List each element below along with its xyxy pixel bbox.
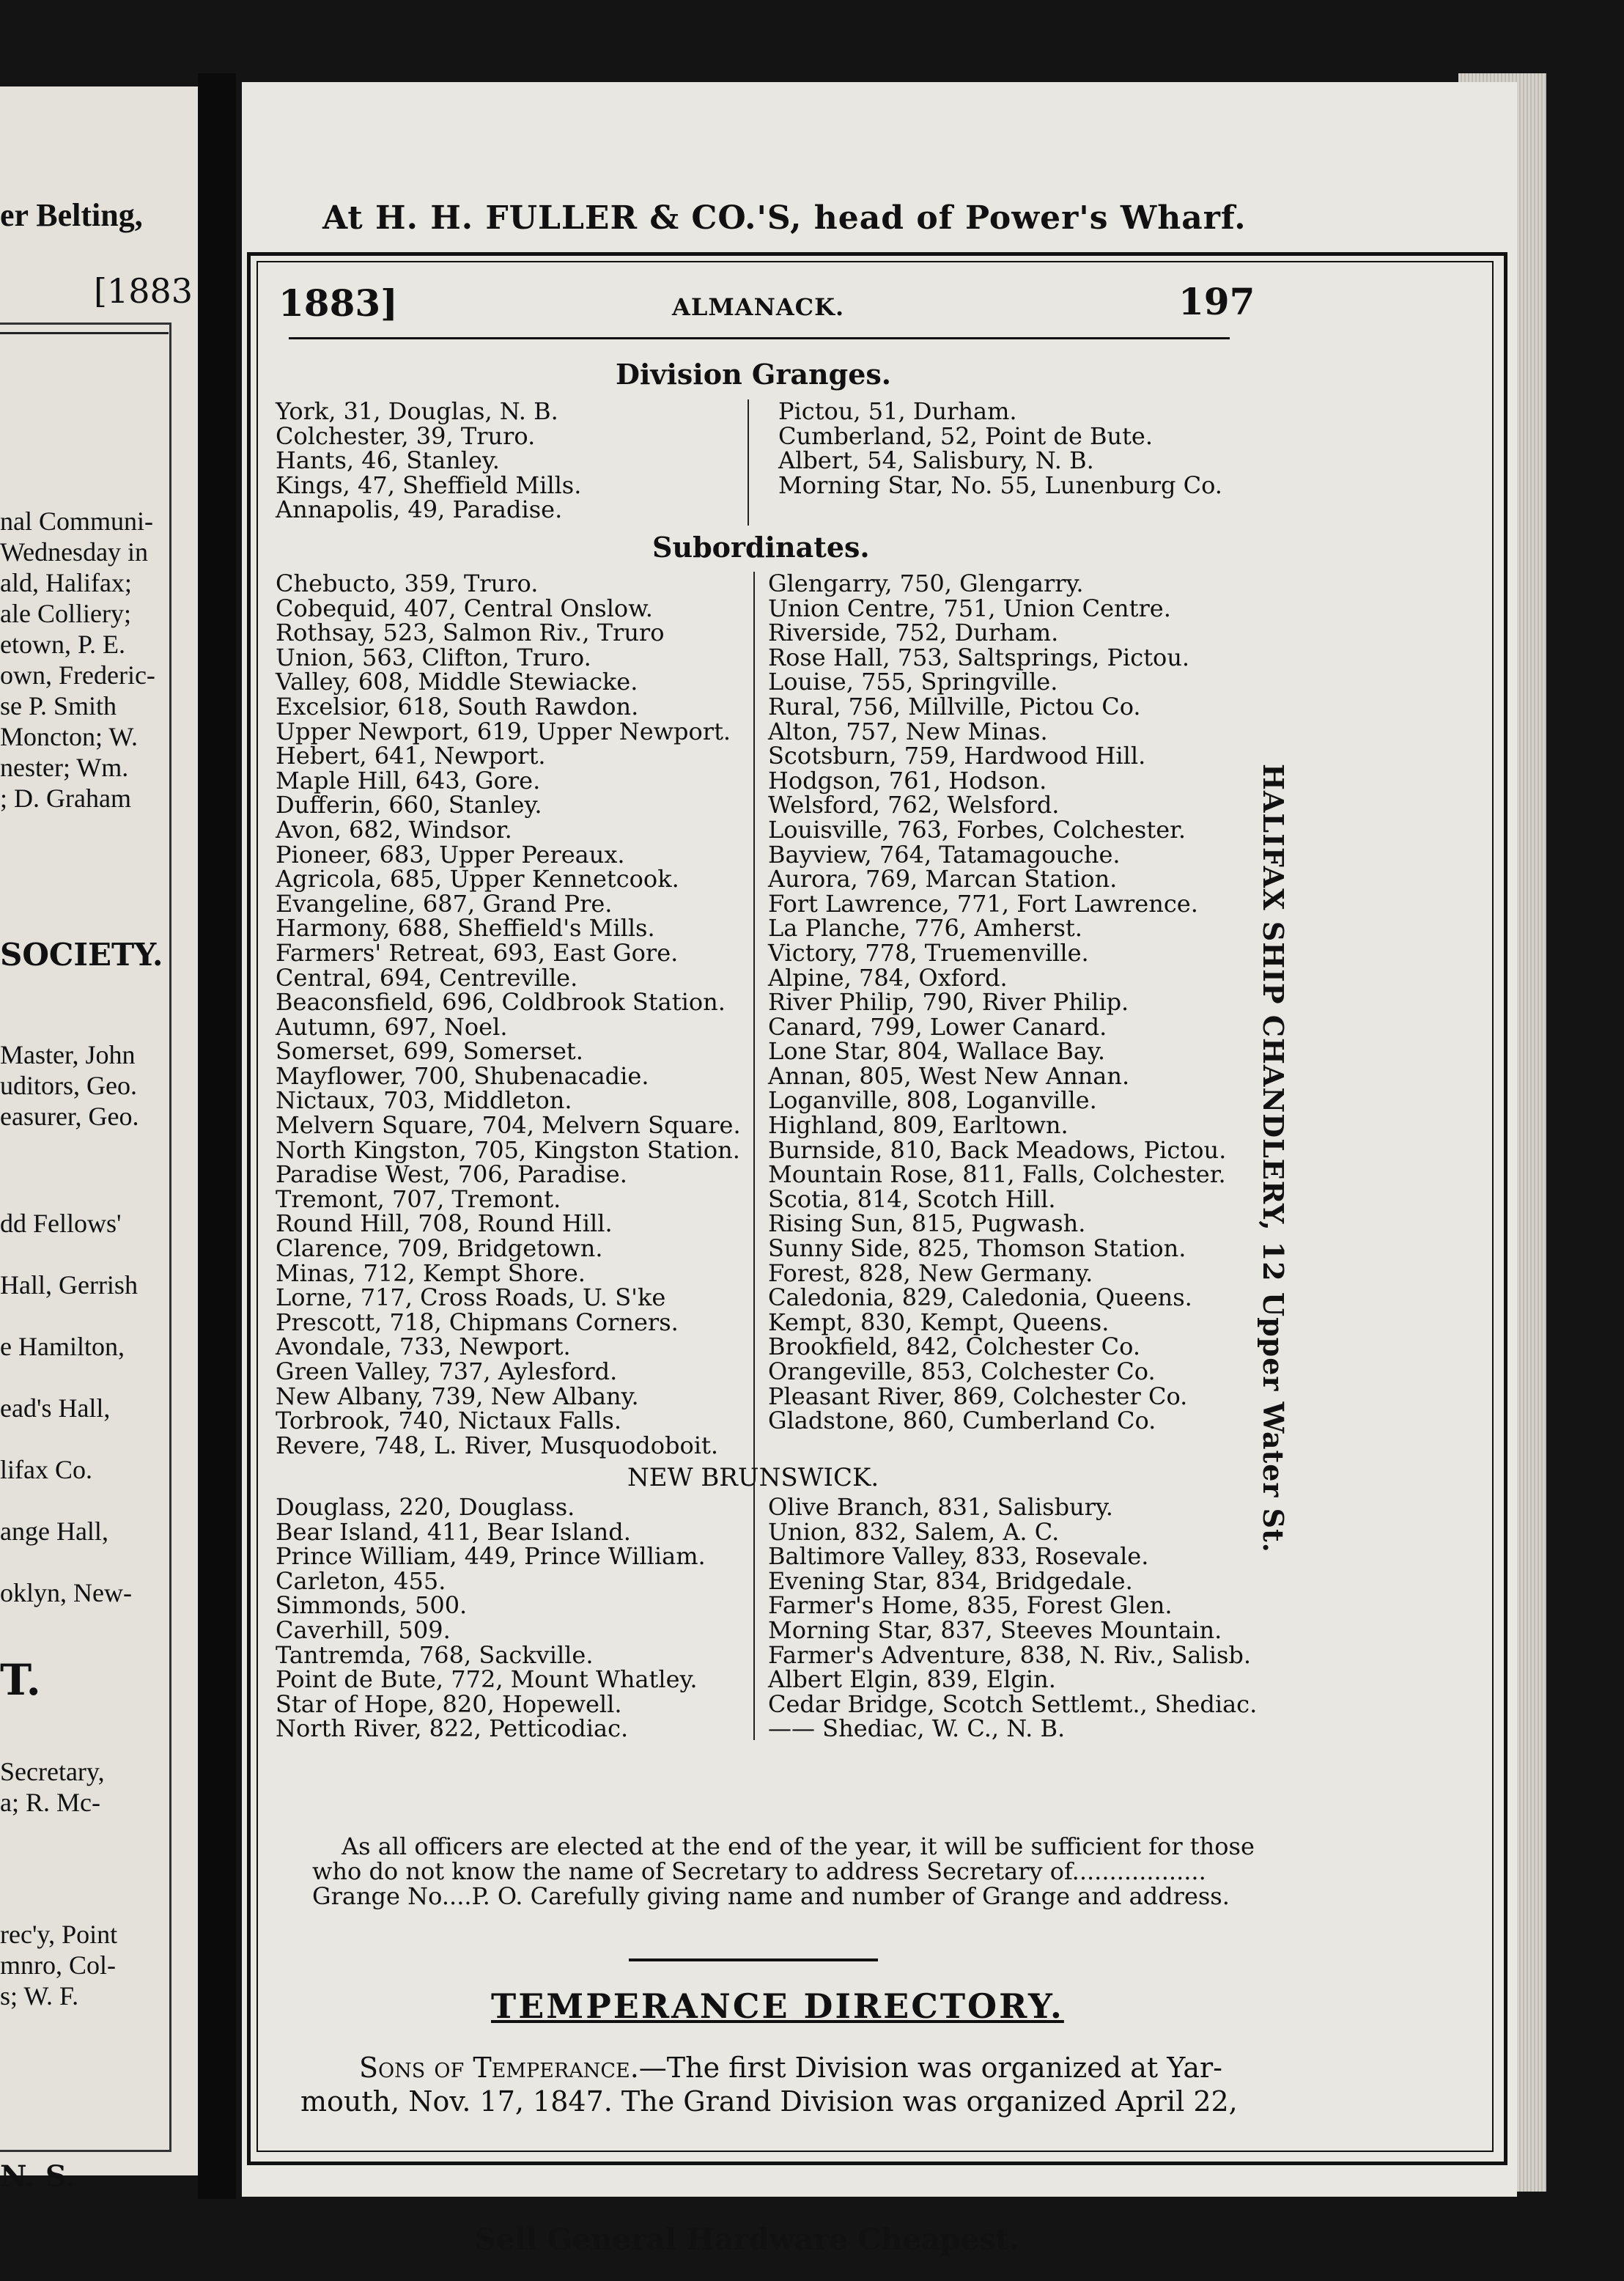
sons-of-temperance-lead: Sons of Temperance.	[359, 2052, 639, 2084]
nb-entry: Simmonds, 500.	[276, 1591, 468, 1620]
left-page-line: etown, P. E.	[0, 630, 125, 659]
subordinate-entry: Central, 694, Centreville.	[276, 963, 578, 992]
left-page-line: ; D. Graham	[0, 784, 131, 813]
left-page-line: ald, Halifax;	[0, 568, 132, 597]
nb-entry: Union, 832, Salem, A. C.	[768, 1517, 1060, 1546]
section-rule	[629, 1958, 878, 1961]
left-page-line: Secretary,	[0, 1757, 105, 1786]
page-number: 197	[1178, 280, 1255, 323]
subordinate-entry: Highland, 809, Earltown.	[768, 1111, 1068, 1140]
note-line: who do not know the name of Secretary to address Secretary of..................	[312, 1857, 1206, 1885]
subordinate-entry: North Kingston, 705, Kingston Station.	[276, 1135, 740, 1164]
subordinate-entry: Chebucto, 359, Truro.	[276, 570, 539, 597]
folio-title: ALMANACK.	[672, 293, 845, 321]
subordinate-entry: Avon, 682, Windsor.	[276, 815, 512, 844]
subordinate-entry: Excelsior, 618, South Rawdon.	[276, 692, 639, 721]
left-page-line: se P. Smith	[0, 691, 117, 721]
left-page-footer: N. S.	[0, 2159, 76, 2194]
subordinate-entry: Valley, 608, Middle Stewiacke.	[276, 668, 638, 696]
grange-entry: Annapolis, 49, Paradise.	[276, 495, 563, 524]
left-page-folio: [1883	[94, 271, 193, 311]
subordinate-entry: Revere, 748, L. River, Musquodoboit.	[276, 1431, 719, 1459]
folio-rule	[289, 337, 1230, 339]
subordinate-entry: Caledonia, 829, Caledonia, Queens.	[768, 1283, 1192, 1312]
temperance-directory-title: TEMPERANCE DIRECTORY.	[491, 1986, 1064, 2026]
left-page-line: uditors, Geo.	[0, 1071, 137, 1100]
new-brunswick-right-column	[768, 1495, 1257, 1742]
subordinate-entry: Lorne, 717, Cross Roads, U. S'ke	[276, 1283, 666, 1312]
column-divider	[748, 399, 749, 526]
subordinate-entry: Minas, 712, Kempt Shore.	[276, 1259, 586, 1287]
left-page-fragment	[0, 86, 198, 2194]
subordinates-right-column	[768, 572, 1226, 1434]
nb-entry: Prince William, 449, Prince William.	[276, 1542, 706, 1571]
subordinate-entry: Harmony, 688, Sheffield's Mills.	[276, 914, 655, 943]
nb-entry: —— Shediac, W. C., N. B.	[768, 1714, 1066, 1743]
grange-entry: Cumberland, 52, Point de Bute.	[778, 421, 1154, 450]
subordinate-entry: Tremont, 707, Tremont.	[276, 1184, 561, 1213]
subordinate-entry: Nictaux, 703, Middleton.	[276, 1086, 572, 1115]
grange-entry: Colchester, 39, Truro.	[276, 421, 536, 450]
subordinate-entry: La Planche, 776, Amherst.	[768, 914, 1082, 943]
subordinate-entry: Alton, 757, New Minas.	[768, 717, 1048, 745]
subordinate-entry: Torbrook, 740, Nictaux Falls.	[276, 1407, 621, 1435]
grange-entry: Hants, 46, Stanley.	[276, 446, 500, 475]
almanack-page	[242, 82, 1517, 2257]
subordinate-entry: Riverside, 752, Durham.	[768, 619, 1059, 647]
left-page-line: Wednesday in	[0, 537, 149, 567]
subordinate-entry: Avondale, 733, Newport.	[276, 1333, 571, 1361]
subordinate-entry: Pleasant River, 869, Colchester Co.	[768, 1382, 1188, 1410]
subordinate-entry: Gladstone, 860, Cumberland Co.	[768, 1407, 1156, 1435]
subordinate-entry: Louise, 755, Springville.	[768, 668, 1058, 696]
book-gutter	[198, 73, 236, 2199]
nb-entry: Olive Branch, 831, Salisbury.	[768, 1493, 1113, 1521]
nb-entry: Tantremda, 768, Sackville.	[276, 1640, 594, 1669]
subordinate-entry: Clarence, 709, Bridgetown.	[276, 1234, 603, 1263]
subordinate-entry: Welsford, 762, Welsford.	[768, 791, 1060, 819]
new-brunswick-heading: NEW BRUNSWICK.	[627, 1463, 879, 1492]
left-page-line: dd Fellows'	[0, 1209, 122, 1238]
subordinate-entry: Union Centre, 751, Union Centre.	[768, 594, 1171, 622]
nb-entry: Bear Island, 411, Bear Island.	[276, 1517, 631, 1546]
grange-entry: Albert, 54, Salisbury, N. B.	[778, 446, 1094, 475]
subordinate-entry: Louisville, 763, Forbes, Colchester.	[768, 815, 1186, 844]
nb-entry: Cedar Bridge, Scotch Settlemt., Shediac.	[768, 1689, 1258, 1718]
subordinate-entry: Scotsburn, 759, Hardwood Hill.	[768, 742, 1146, 770]
subordinate-entry: Round Hill, 708, Round Hill.	[276, 1209, 613, 1238]
grange-entry: York, 31, Douglas, N. B.	[276, 397, 558, 425]
subordinate-entry: Dufferin, 660, Stanley.	[276, 791, 542, 819]
nb-entry: Evening Star, 834, Bridgedale.	[768, 1566, 1133, 1595]
grange-entry: Morning Star, No. 55, Lunenburg Co.	[778, 471, 1222, 499]
subordinate-entry: Hodgson, 761, Hodson.	[768, 766, 1047, 795]
subordinate-entry: Hebert, 641, Newport.	[276, 742, 546, 770]
nb-entry: Star of Hope, 820, Hopewell.	[276, 1689, 622, 1718]
subordinate-entry: Paradise West, 706, Paradise.	[276, 1160, 627, 1189]
subordinate-entry: Victory, 778, Truemenville.	[768, 938, 1089, 967]
division-granges-heading: Division Granges.	[616, 358, 892, 391]
subordinates-left-column	[276, 572, 741, 1458]
subordinate-entry: Rothsay, 523, Salmon Riv., Truro	[276, 619, 665, 647]
subordinate-entry: Mountain Rose, 811, Falls, Colchester.	[768, 1160, 1226, 1189]
left-page-line: e Hamilton,	[0, 1332, 125, 1361]
column-divider	[753, 1495, 755, 1740]
left-page-line: ange Hall,	[0, 1517, 108, 1546]
subordinate-entry: Upper Newport, 619, Upper Newport.	[276, 717, 731, 745]
left-page-line: Hall, Gerrish	[0, 1270, 138, 1300]
subordinate-entry: Pioneer, 683, Upper Pereaux.	[276, 840, 625, 869]
left-page-line: ead's Hall,	[0, 1393, 111, 1423]
subordinate-entry: Loganville, 808, Loganville.	[768, 1086, 1097, 1115]
new-brunswick-left-column	[276, 1495, 706, 1742]
subordinate-entry: Kempt, 830, Kempt, Queens.	[768, 1308, 1110, 1336]
subordinate-entry: Green Valley, 737, Aylesford.	[276, 1357, 618, 1385]
left-page-line: nal Communi-	[0, 506, 153, 536]
left-page-line: Moncton; W.	[0, 722, 139, 751]
subordinate-entry: Forest, 828, New Germany.	[768, 1259, 1093, 1287]
division-granges-left-column	[276, 399, 581, 523]
nb-entry: Farmer's Home, 835, Forest Glen.	[768, 1591, 1173, 1620]
subordinate-entry: Aurora, 769, Marcan Station.	[768, 865, 1118, 893]
temperance-paragraph	[300, 2051, 1246, 2118]
nb-entry: Point de Bute, 772, Mount Whatley.	[276, 1665, 698, 1694]
subordinate-entry: Prescott, 718, Chipmans Corners.	[276, 1308, 679, 1336]
nb-entry: Douglass, 220, Douglass.	[276, 1493, 575, 1521]
subordinate-entry: Somerset, 699, Somerset.	[276, 1037, 583, 1066]
grange-entry: Kings, 47, Sheffield Mills.	[276, 471, 582, 499]
temperance-line-2: mouth, Nov. 17, 1847. The Grand Division was organized April 22,	[300, 2085, 1238, 2118]
subordinate-entry: Agricola, 685, Upper Kennetcook.	[276, 865, 679, 893]
subordinate-entry: Maple Hill, 643, Gore.	[276, 766, 541, 795]
subordinate-entry: River Philip, 790, River Philip.	[768, 988, 1129, 1017]
subordinate-entry: Rural, 756, Millville, Pictou Co.	[768, 692, 1141, 721]
left-page-line: own, Frederic-	[0, 660, 155, 690]
note-line: As all officers are elected at the end of the year, it will be sufficient for those	[342, 1832, 1255, 1860]
left-page-society-heading: SOCIETY.	[0, 937, 163, 973]
subordinate-entry: Evangeline, 687, Grand Pre.	[276, 889, 613, 918]
subordinate-entry: Lone Star, 804, Wallace Bay.	[768, 1037, 1105, 1066]
left-page-line: nester; Wm.	[0, 753, 129, 782]
note-line: Grange No....P. O. Carefully giving name and number of Grange and address.	[312, 1882, 1230, 1910]
subordinate-entry: Melvern Square, 704, Melvern Square.	[276, 1111, 741, 1140]
left-page-line: s; W. F.	[0, 1981, 79, 2011]
subordinate-entry: Farmers' Retreat, 693, East Gore.	[276, 938, 679, 967]
subordinate-entry: Canard, 799, Lower Canard.	[768, 1012, 1107, 1041]
page-header-advert: At H. H. FULLER & CO.'S, head of Power's Wharf.	[322, 199, 1247, 237]
left-page-line: rec'y, Point	[0, 1920, 118, 1949]
secretary-note	[312, 1832, 1255, 1910]
subordinate-entry: Orangeville, 853, Colchester Co.	[768, 1357, 1156, 1385]
side-advert: HALIFAX SHIP CHANDLERY, 12 Upper Water St.	[1257, 764, 1290, 1553]
nb-entry: North River, 822, Petticodiac.	[276, 1714, 629, 1743]
left-page-line: lifax Co.	[0, 1455, 92, 1484]
left-page-header: er Belting,	[0, 197, 143, 233]
subordinate-entry: Sunny Side, 825, Thomson Station.	[768, 1234, 1186, 1263]
subordinate-entry: Scotia, 814, Scotch Hill.	[768, 1184, 1056, 1213]
subordinate-entry: Glengarry, 750, Glengarry.	[768, 570, 1084, 597]
subordinates-heading: Subordinates.	[652, 531, 870, 564]
subordinate-entry: Union, 563, Clifton, Truro.	[276, 643, 591, 671]
nb-entry: Albert Elgin, 839, Elgin.	[768, 1665, 1056, 1694]
left-page-line: mnro, Col-	[0, 1950, 116, 1980]
folio-year: 1883]	[278, 281, 398, 325]
nb-entry: Caverhill, 509.	[276, 1615, 451, 1644]
grange-entry: Pictou, 51, Durham.	[778, 397, 1017, 425]
left-page-line: a; R. Mc-	[0, 1788, 100, 1817]
division-granges-right-column	[778, 399, 1222, 498]
left-page-line: Master, John	[0, 1040, 136, 1069]
subordinate-entry: Alpine, 784, Oxford.	[768, 963, 1008, 992]
subordinate-entry: Mayflower, 700, Shubenacadie.	[276, 1061, 649, 1090]
nb-entry: Baltimore Valley, 833, Rosevale.	[768, 1542, 1149, 1571]
subordinate-entry: Burnside, 810, Back Meadows, Pictou.	[768, 1135, 1227, 1164]
subordinate-entry: Rose Hall, 753, Saltsprings, Pictou.	[768, 643, 1190, 671]
subordinate-entry: Annan, 805, West New Annan.	[768, 1061, 1130, 1090]
left-page-line: oklyn, New-	[0, 1578, 132, 1607]
page-footer-advert: Sell General Hardware Cheapest.	[475, 2222, 1020, 2257]
nb-entry: Carleton, 455.	[276, 1566, 446, 1595]
subordinate-entry: Brookfield, 842, Colchester Co.	[768, 1333, 1140, 1361]
subordinate-entry: Beaconsfield, 696, Coldbrook Station.	[276, 988, 726, 1017]
subordinate-entry: Autumn, 697, Noel.	[276, 1012, 508, 1041]
nb-entry: Farmer's Adventure, 838, N. Riv., Salisb.	[768, 1640, 1252, 1669]
column-divider	[753, 572, 755, 1538]
temperance-line-1: —The first Division was organized at Yar-	[638, 2052, 1222, 2084]
left-page-line: ale Colliery;	[0, 599, 131, 628]
subordinate-entry: Rising Sun, 815, Pugwash.	[768, 1209, 1086, 1238]
left-page-big-letter: T.	[0, 1655, 41, 1705]
nb-entry: Morning Star, 837, Steeves Mountain.	[768, 1615, 1222, 1644]
subordinate-entry: Fort Lawrence, 771, Fort Lawrence.	[768, 889, 1198, 918]
subordinate-entry: Cobequid, 407, Central Onslow.	[276, 594, 653, 622]
left-page-line: easurer, Geo.	[0, 1102, 139, 1131]
subordinate-entry: New Albany, 739, New Albany.	[276, 1382, 639, 1410]
subordinate-entry: Bayview, 764, Tatamagouche.	[768, 840, 1121, 869]
